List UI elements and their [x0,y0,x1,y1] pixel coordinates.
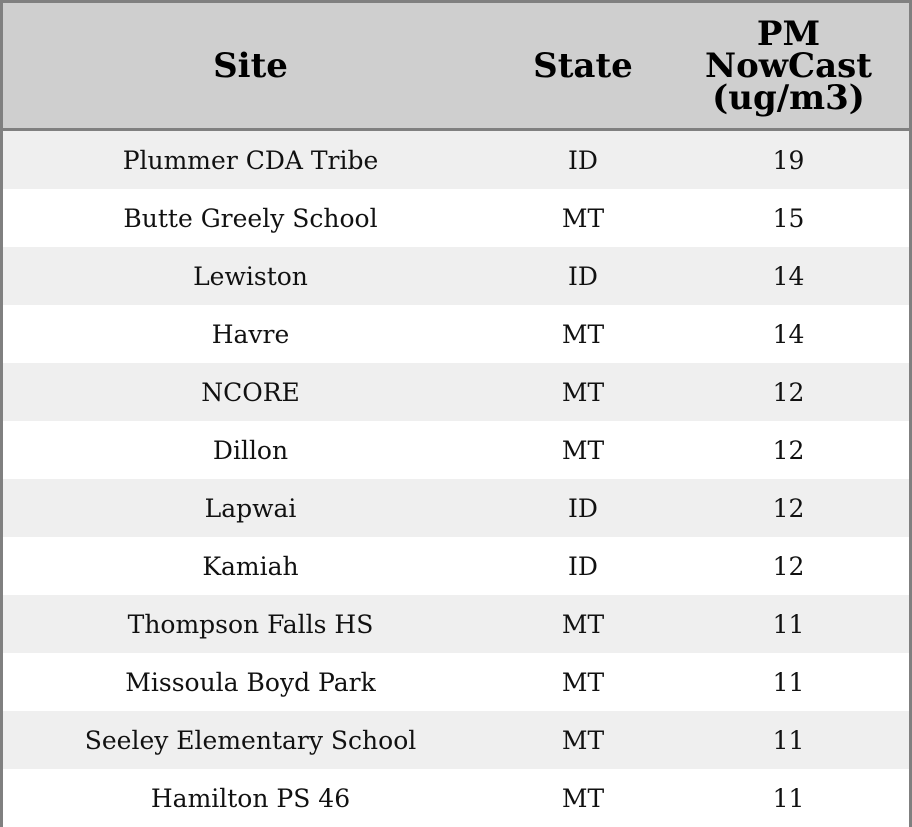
table-row [3,653,909,711]
cell-site: Havre [3,305,498,363]
cell-pm-nowcast: 12 [668,363,909,421]
column-header-pm-nowcast [668,3,909,130]
cell-state: ID [498,247,668,305]
table-row [3,363,909,421]
pm-nowcast-table [3,3,909,827]
cell-pm-nowcast: 12 [668,537,909,595]
table-row [3,769,909,827]
cell-state: ID [498,479,668,537]
table-row [3,537,909,595]
table-row [3,711,909,769]
cell-state: MT [498,305,668,363]
cell-site: Plummer CDA Tribe [3,130,498,190]
cell-site: Butte Greely School [3,189,498,247]
table-row [3,479,909,537]
cell-site: NCORE [3,363,498,421]
cell-state: MT [498,363,668,421]
cell-site: Lewiston [3,247,498,305]
table-header-row [3,3,909,130]
cell-site: Thompson Falls HS [3,595,498,653]
cell-pm-nowcast: 14 [668,305,909,363]
cell-state: MT [498,711,668,769]
cell-pm-nowcast: 11 [668,769,909,827]
cell-state: MT [498,595,668,653]
cell-state: MT [498,769,668,827]
cell-pm-nowcast: 15 [668,189,909,247]
table-row [3,595,909,653]
cell-state: ID [498,130,668,190]
cell-state: MT [498,653,668,711]
cell-state: MT [498,421,668,479]
table-row [3,421,909,479]
cell-site: Dillon [3,421,498,479]
cell-pm-nowcast: 19 [668,130,909,190]
cell-pm-nowcast: 11 [668,595,909,653]
column-header-pm-line-1: PM [756,13,821,54]
cell-site: Kamiah [3,537,498,595]
cell-site: Missoula Boyd Park [3,653,498,711]
table-row [3,189,909,247]
cell-pm-nowcast: 12 [668,479,909,537]
cell-site: Lapwai [3,479,498,537]
table-row [3,247,909,305]
cell-site: Hamilton PS 46 [3,769,498,827]
column-header-pm-line-3: (ug/m3) [712,77,865,118]
cell-pm-nowcast: 11 [668,653,909,711]
column-header-site: Site [3,3,498,130]
cell-state: ID [498,537,668,595]
cell-pm-nowcast: 14 [668,247,909,305]
table-body [3,130,909,827]
table-row [3,305,909,363]
column-header-state: State [498,3,668,130]
cell-state: MT [498,189,668,247]
table-row [3,130,909,190]
column-header-pm-line-2: NowCast [705,45,872,86]
cell-site: Seeley Elementary School [3,711,498,769]
cell-pm-nowcast: 12 [668,421,909,479]
cell-pm-nowcast: 11 [668,711,909,769]
